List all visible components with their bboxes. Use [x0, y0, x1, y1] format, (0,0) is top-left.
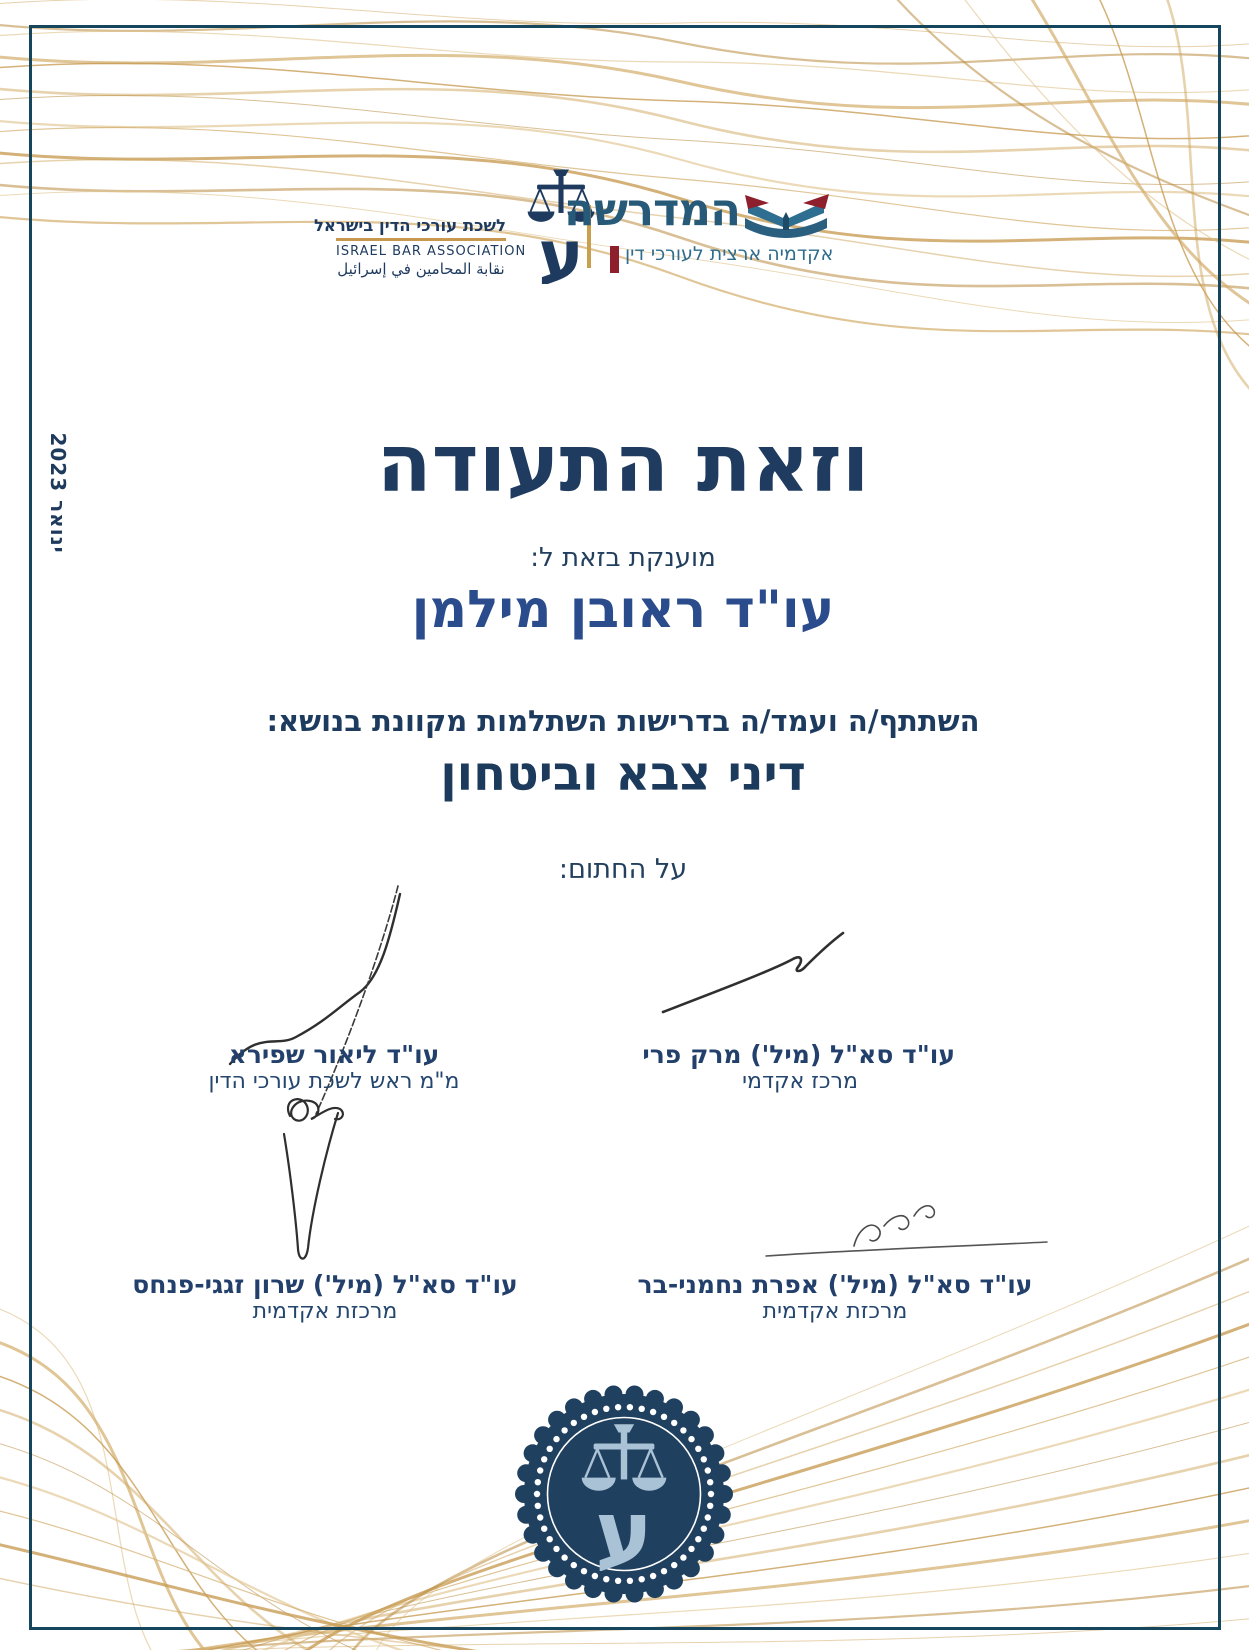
signatory-title: מ"מ ראש לשכת עורכי הדין — [208, 1069, 460, 1094]
signature-block-3 — [125, 1270, 525, 1324]
iba-name-arabic: نقابة المحامين في إسرائيل — [337, 260, 505, 278]
academy-logo-title: המדרשה — [563, 183, 740, 236]
academy-logo-subtitle: אקדמיה ארצית לעורכי דין — [625, 243, 834, 265]
iba-name-english: ISRAEL BAR ASSOCIATION — [336, 244, 527, 259]
signature-block-1 — [184, 1040, 484, 1094]
signature-block-2 — [642, 1040, 955, 1094]
recipient-name: עו"ד ראובן מילמן — [411, 580, 835, 640]
iba-gold-rule — [336, 238, 506, 241]
date-sidebar: ינואר 2023 — [46, 432, 70, 554]
signatory-name: עו"ד סא"ל (מיל') שרון זגגי-פנחס — [132, 1270, 518, 1299]
academy-logo-subtitle-row — [610, 243, 834, 273]
signatory-name: עו"ד סא"ל (מיל') מרק פרי — [642, 1040, 955, 1069]
signature-block-4 — [635, 1270, 1035, 1324]
israel-bar-association-logo-text — [313, 216, 527, 278]
signatory-title: מרכזת אקדמית — [762, 1299, 908, 1324]
iba-name-hebrew: לשכת עורכי הדין בישראל — [313, 216, 506, 235]
signatory-name: עו"ד סא"ל (מיל') אפרת נחמני-בר — [637, 1270, 1033, 1299]
course-subject: דיני צבא וביטחון — [440, 746, 806, 802]
bar-association-seal — [513, 1383, 735, 1605]
signatory-name: עו"ד ליאור שפירא — [228, 1040, 440, 1069]
signatory-title: מרכזת אקדמית — [252, 1299, 398, 1324]
certificate-heading: וזאת התעודה — [376, 417, 870, 510]
red-bookmark-icon — [610, 246, 619, 273]
open-book-icon — [737, 184, 833, 244]
signatories-label: על החתום: — [558, 854, 688, 885]
granted-to-label: מוענקת בזאת ל: — [530, 543, 716, 573]
signatory-title: מרכז אקדמי — [742, 1069, 858, 1094]
requirement-line: השתתף/ה ועמד/ה בדרישות השתלמות מקוונת בנושא: — [266, 704, 980, 738]
